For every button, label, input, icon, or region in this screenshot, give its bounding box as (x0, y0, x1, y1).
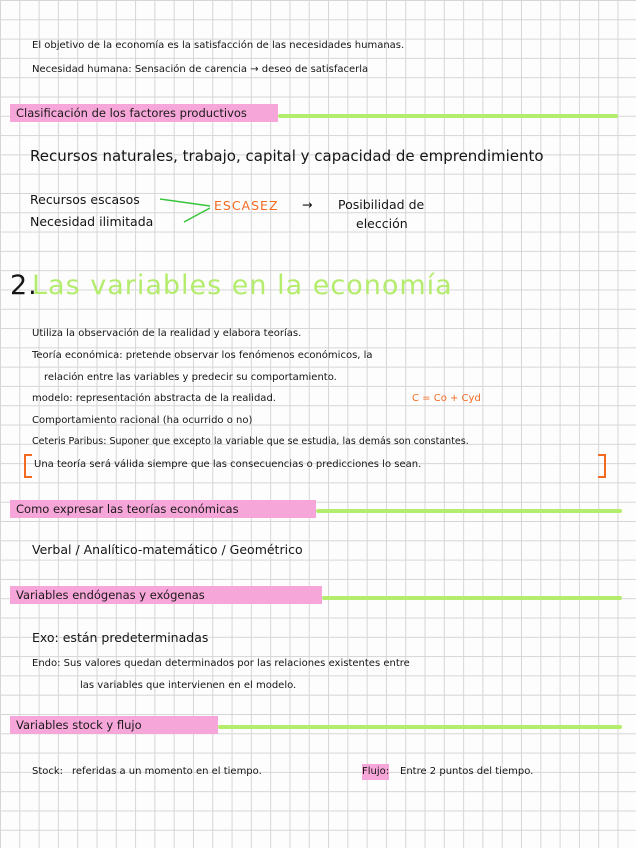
stock-label: Stock: (32, 766, 64, 777)
teorias-line-2: Teoría económica: pretende observar los fenómenos económicos, la (32, 350, 373, 361)
section-heading-endogenas: Variables endógenas y exógenas (10, 586, 322, 604)
eleccion-label: elección (356, 216, 408, 231)
escasez-arrow: → (302, 197, 313, 212)
flujo-text: Entre 2 puntos del tiempo. (400, 766, 534, 777)
endo-line-2: las variables que intervienen en el modelo. (80, 680, 297, 691)
escasez-label: ESCASEZ (214, 198, 279, 213)
recursos-escasos-label: Recursos escasos (30, 192, 140, 207)
section-heading-stock-flujo: Variables stock y flujo (10, 716, 218, 734)
teorias-line-3: relación entre las variables y predecir su comportamiento. (44, 372, 337, 383)
section-rule-expresar (316, 509, 622, 513)
consumo-formula: C = Co + Cyd (412, 393, 481, 404)
section-rule-endogenas (322, 596, 622, 600)
stock-text: referidas a un momento en el tiempo. (72, 766, 262, 777)
ceteris-paribus-line: Ceteris Paribus: Suponer que excepto la variable que se estudia, las demás son constantes. (32, 436, 469, 447)
intro-line-2: Necesidad humana: Sensación de carencia → deseo de satisfacerla (32, 64, 369, 75)
exo-line: Exo: están predeterminadas (32, 630, 209, 645)
section-rule-stock-flujo (218, 725, 622, 729)
endo-line-1: Endo: Sus valores quedan determinados por las relaciones existentes entre (32, 658, 410, 669)
section-heading-expresar: Como expresar las teorías económicas (10, 500, 316, 518)
section-title-variables: Las variables en la economía (32, 270, 453, 301)
necesidad-ilimitada-label: Necesidad ilimitada (30, 214, 154, 229)
section-number: 2. (10, 270, 38, 301)
section-heading-factores: Clasificación de los factores productivos (10, 104, 278, 122)
intro-line-1: El objetivo de la economía es la satisfacción de las necesidades humanas. (32, 40, 405, 51)
posibilidad-label: Posibilidad de (338, 197, 425, 212)
teorias-line-1: Utiliza la observación de la realidad y elabora teorías. (32, 328, 302, 339)
bracket-right (598, 454, 606, 478)
flujo-label: Flujo: (362, 764, 389, 780)
factores-list: Recursos naturales, trabajo, capital y capacidad de emprendimiento (30, 147, 544, 165)
teoria-valida-line: Una teoría será válida siempre que las consecuencias o predicciones lo sean. (34, 459, 422, 470)
bracket-left (24, 454, 32, 478)
modelo-line: modelo: representación abstracta de la realidad. (32, 393, 276, 404)
expresar-formas: Verbal / Analítico-matemático / Geométrico (32, 542, 303, 557)
comportamiento-line: Comportamiento racional (ha ocurrido o no) (32, 415, 253, 426)
